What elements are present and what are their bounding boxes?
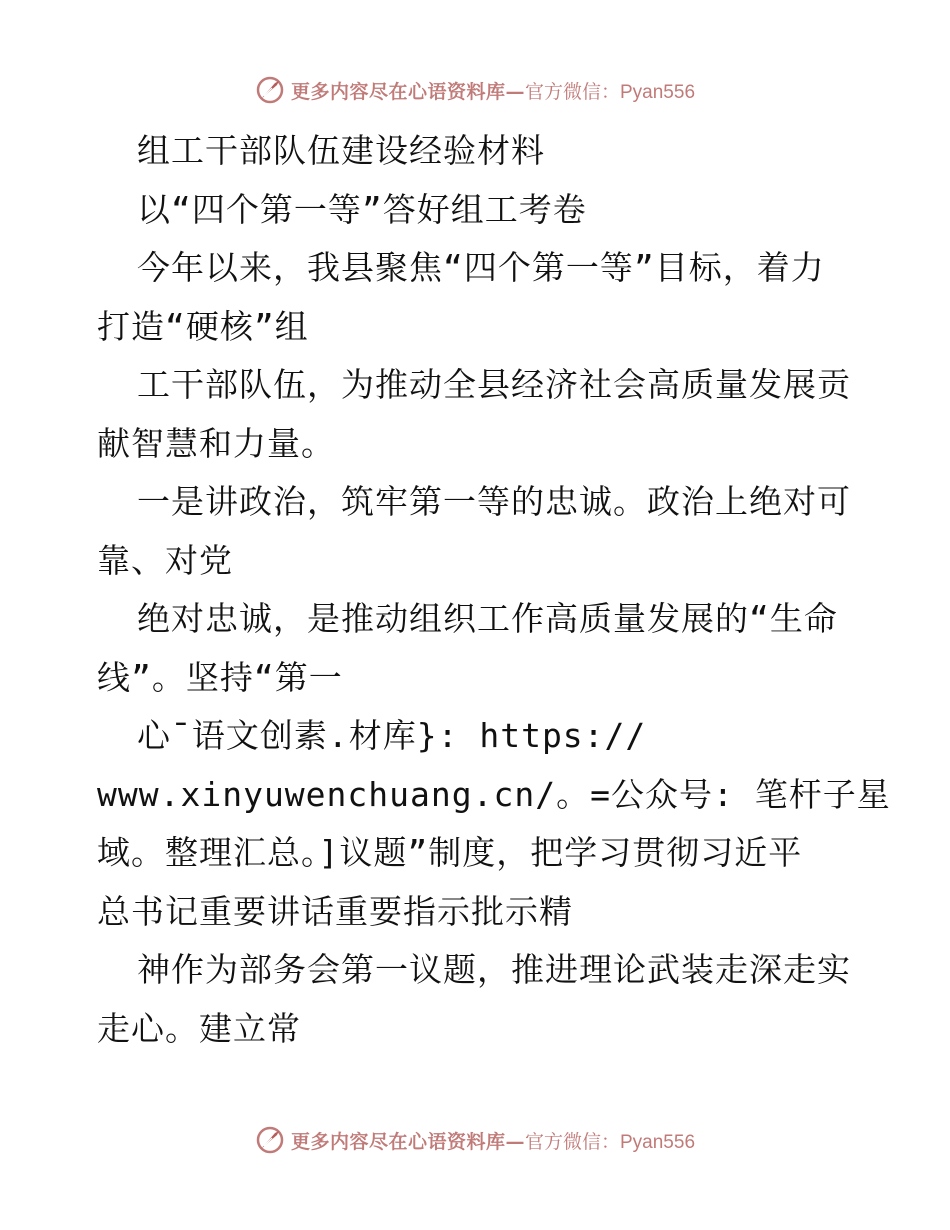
quill-pen-circle-icon [255,1125,285,1155]
paragraph-line: www.xinyuwenchuang.cn/。=公众号: 笔杆子星 [97,774,891,814]
paragraph-line: 一是讲政治，筑牢第一等的忠诚。政治上绝对可 [137,482,851,521]
quill-pen-circle-icon [255,75,285,105]
watermark-site-text: 更多内容尽在心语资料库— [290,80,525,103]
paragraph-line: 今年以来，我县聚焦“四个第一等”目标，着力 [137,248,825,287]
watermark-site-text: 更多内容尽在心语资料库— [290,1130,525,1153]
document-body [97,122,891,1058]
paragraph-line: 域。整理汇总。]议题”制度，把学习贯彻习近平 [97,833,803,872]
paragraph-line: 献智慧和力量。 [97,423,335,463]
paragraph-line: 总书记重要讲话重要指示批示精 [97,891,573,931]
paragraph-line: 工干部队伍，为推动全县经济社会高质量发展贡 [137,365,851,404]
watermark-contact-text: 官方微信：Pyan556 [525,81,696,103]
document-subtitle: 以“四个第一等”答好组工考卷 [137,189,587,229]
paragraph-line: 心¯语文创素.材库}: https:// [137,716,647,755]
watermark-contact-text: 官方微信：Pyan556 [525,1131,696,1153]
paragraph-line: 线”。坚持“第一 [97,657,343,697]
paragraph-line: 绝对忠诚，是推动组织工作高质量发展的“生命 [137,599,838,638]
paragraph-line: 走心。建立常 [97,1008,301,1048]
paragraph-line: 神作为部务会第一议题，推进理论武装走深走实 [137,950,851,989]
paragraph-line: 靠、对党 [97,540,233,580]
footer-watermark [0,1120,950,1160]
paragraph-line: 打造“硬核”组 [97,306,309,346]
header-watermark [0,70,950,110]
document-title: 组工干部队伍建设经验材料 [137,131,545,170]
